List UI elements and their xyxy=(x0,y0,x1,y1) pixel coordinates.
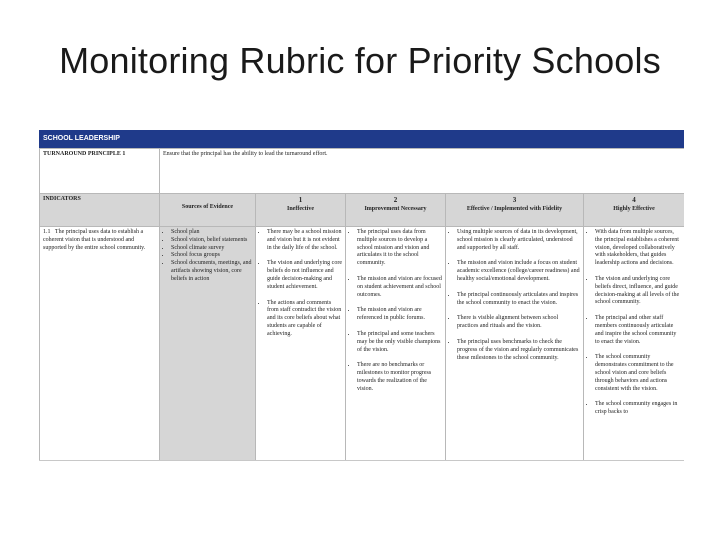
level-4-header: 4 Highly Effective xyxy=(584,194,685,227)
level-2-item: • The principal and some teachers may be the only visible champions of the vision. xyxy=(357,331,442,354)
level-1-item: • The vision and underlying core beliefs do not influence and guide decision-making and student achievement. xyxy=(267,260,342,291)
slide-title: Monitoring Rubric for Priority Schools xyxy=(59,40,661,81)
level-4-item: • The school community demonstrates commitment to the school vision and core beliefs through behaviors and actions consistent with the vision. xyxy=(595,354,681,393)
level-3-item: • The mission and vision include a focus on student academic excellence (college/career readiness) and healthy social/emotional development. xyxy=(457,260,580,283)
level-2-item: • The mission and vision are referenced in public forums. xyxy=(357,307,442,323)
level-3-item: • The principal continuously articulates and inspires the school community to enact the vision. xyxy=(457,292,580,308)
principle-label: TURNAROUND PRINCIPLE 1 xyxy=(40,149,160,194)
level-3-header: 3 Effective / Implemented with Fidelity xyxy=(446,194,584,227)
indicator-id: 1.1 xyxy=(43,229,51,235)
level-2-item: • There are no benchmarks or milestones to monitor progress towards the realization of the vision. xyxy=(357,362,442,393)
indicators-label: INDICATORS xyxy=(40,194,160,227)
level-1-cell xyxy=(256,227,346,462)
level-4-cell xyxy=(584,227,685,462)
source-item: • School focus groups xyxy=(171,252,252,260)
level-3-item: • There is visible alignment between school practices and rituals and the vision. xyxy=(457,315,580,331)
level-1-item: • There may be a school mission and vision but it is not evident in the daily life of the school. xyxy=(267,229,342,252)
level-3-item: • Using multiple sources of data in its development, school mission is clearly articulated, understood and supported by all staff. xyxy=(457,229,580,252)
sources-header: Sources of Evidence xyxy=(160,194,256,227)
level-2-cell xyxy=(346,227,446,462)
level-4-item: • The vision and underlying core beliefs direct, influence, and guide decision-making at all levels of the school community. xyxy=(595,276,681,307)
level-2-item: • The mission and vision are focused on student achievement and school outcomes. xyxy=(357,276,442,299)
principle-text: Ensure that the principal has the ability to lead the turnaround effort. xyxy=(160,149,685,194)
source-item: • School plan xyxy=(171,229,252,237)
indicator-cell xyxy=(40,227,160,462)
level-2-item: • The principal uses data from multiple sources to develop a school mission and vision and articulates it to the school community. xyxy=(357,229,442,268)
level-3-item: • The principal uses benchmarks to check the progress of the vision and regularly communicates these milestones to the school community. xyxy=(457,339,580,362)
level-3-cell xyxy=(446,227,584,462)
level-1-item: • The actions and comments from staff contradict the vision and its core beliefs about what students are capable of achieving. xyxy=(267,300,342,339)
level-2-header: 2 Improvement Necessary xyxy=(346,194,446,227)
section-header-bar: SCHOOL LEADERSHIP xyxy=(39,130,684,148)
sources-cell xyxy=(160,227,256,462)
source-item: • School climate survey xyxy=(171,245,252,253)
rubric-grid xyxy=(39,148,684,461)
level-4-item: • The school community engages in crisp backs to xyxy=(595,401,681,417)
level-1-header: 1 Ineffective xyxy=(256,194,346,227)
source-item: • School documents, meetings, and artifacts showing vision, core beliefs in action xyxy=(171,260,252,283)
rubric-table xyxy=(39,130,684,461)
indicator-text: The principal uses data to establish a coherent vision that is understood and supported by the entire school community. xyxy=(43,229,146,251)
level-4-item: • With data from multiple sources, the principal establishes a coherent vision, developed collaboratively with stakeholders, that guides leadership actions and decisions. xyxy=(595,229,681,268)
level-4-item: • The principal and other staff members continuously articulate and inspire the school community to enact the vision. xyxy=(595,315,681,346)
source-item: • School vision, belief statements xyxy=(171,237,252,245)
